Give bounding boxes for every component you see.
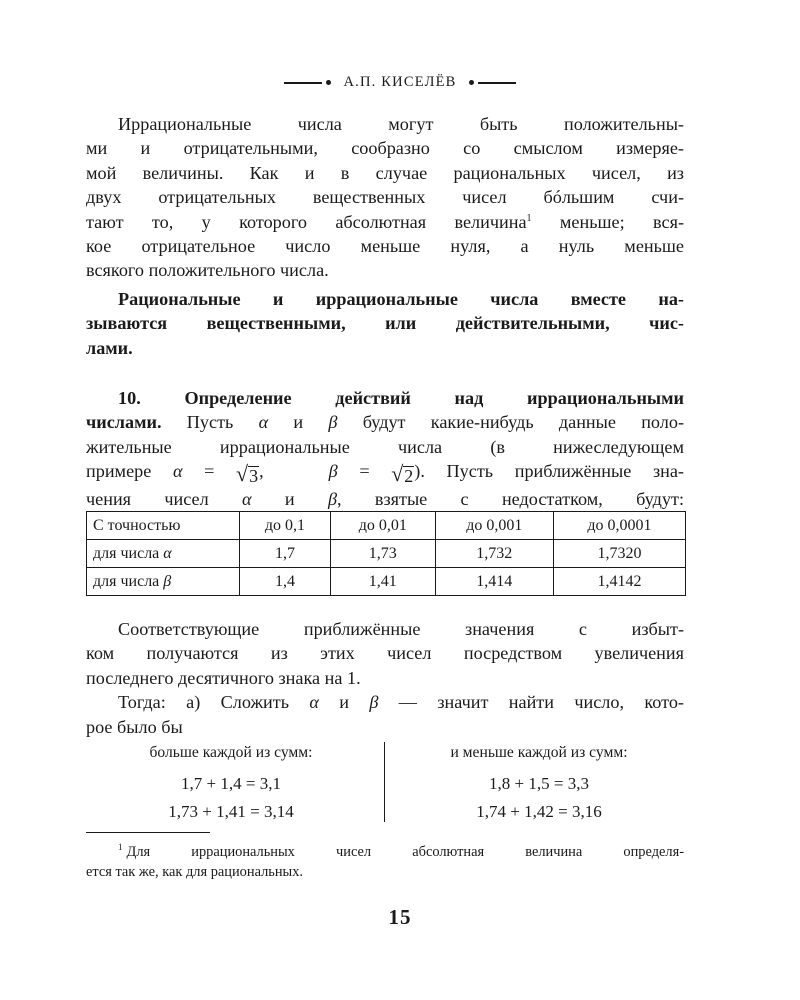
sum-equation: 1,7 + 1,4 = 3,1 — [181, 774, 281, 793]
section-heading-tail: числами. — [86, 412, 162, 433]
footnote-rule — [86, 832, 210, 833]
sum-equation: 1,73 + 1,41 = 3,14 — [168, 802, 294, 821]
alpha-symbol: α — [258, 412, 269, 433]
text-line: кое отрицательное число меньше нуля, а нуль меньше — [86, 235, 684, 256]
text-line: двух отрицательных вещественных чисел бóльшим счи- — [86, 187, 684, 208]
table-cell: 1,414 — [435, 568, 553, 596]
table-header-row — [87, 512, 686, 540]
text-line: числами. Пусть α и β будут какие-нибудь данные поло- — [86, 412, 685, 433]
table-cell: 1,4142 — [553, 568, 685, 596]
main-text — [86, 112, 684, 511]
text-line: последнего десятичного знака на 1. — [86, 667, 361, 688]
paragraph-real-numbers-definition — [86, 287, 684, 360]
text-line: тают то, у которого абсолютная величина$^1$ меньше; вся- — [86, 211, 685, 232]
footnote — [86, 842, 684, 882]
text-line: чения чисел α и β, взятые с недостатком, будут: — [86, 489, 685, 510]
running-header — [0, 74, 800, 91]
header-ornament-right — [465, 80, 516, 85]
footnote-mark: 1 — [118, 842, 123, 853]
text-line: Рациональные и иррациональные числа вместе на- — [118, 288, 684, 309]
column-divider — [384, 742, 385, 822]
sqrt-2-formula: √ 2 — [391, 461, 414, 487]
table-header-cell: до 0,001 — [435, 512, 553, 540]
footnote-line: ется так же, как для рациональных. — [86, 864, 304, 880]
text-line: жительные иррациональные числа (в нижеследующем — [86, 436, 684, 457]
table-header-cell: до 0,01 — [330, 512, 435, 540]
table-cell: 1,7320 — [553, 540, 685, 568]
table-row-label: для числа β — [87, 568, 240, 596]
table-header-cell: до 0,0001 — [553, 512, 685, 540]
table-row-beta — [87, 568, 686, 596]
table-row-label: для числа α — [87, 540, 240, 568]
text-line: ми и отрицательными, сообразно со смыслом измеряе- — [86, 138, 684, 159]
text-line: Соответствующие приближённые значения с избыт- — [118, 619, 684, 639]
table-header-cell: С точностью — [87, 512, 240, 540]
table-row-alpha — [87, 540, 686, 568]
table-header-cell: до 0,1 — [240, 512, 331, 540]
beta-symbol: β — [328, 412, 338, 433]
approximation-table — [86, 511, 686, 596]
text-line-with-formula: примере α = √ 3 , β = √ 2 ). Пусть приближённые зна- — [86, 461, 684, 487]
text-after-table — [86, 617, 684, 739]
paragraph-irrational-sign — [86, 112, 684, 283]
table-cell: 1,4 — [240, 568, 331, 596]
section-heading: 10. Определение действий над иррациональными — [118, 387, 684, 408]
table-cell: 1,73 — [330, 540, 435, 568]
sums-right-header: и меньше каждой из сумм: — [450, 744, 628, 761]
footnote-reference: 1 — [526, 212, 532, 224]
table-cell: 1,7 — [240, 540, 331, 568]
sum-equation: 1,74 + 1,42 = 3,16 — [476, 802, 602, 821]
text-line: всякого положительного числа. — [86, 260, 329, 281]
page-number: 15 — [388, 905, 412, 929]
text-line: зываются вещественными, или действительными, чис- — [86, 313, 684, 334]
header-ornament-left — [284, 80, 335, 85]
sqrt-3-formula: √ 3 — [236, 461, 259, 487]
text-line: рое было бы — [86, 716, 183, 737]
text-line: лами. — [86, 337, 133, 358]
text-line: мой величины. Как и в случае рациональных чисел, из — [86, 162, 684, 183]
sums-left-header: больше каждой из сумм: — [149, 744, 313, 761]
table-cell: 1,732 — [435, 540, 553, 568]
sums-right-column — [394, 742, 684, 826]
sums-left-column — [86, 742, 376, 826]
section-10 — [86, 386, 684, 512]
text-line: Тогда: а) Сложить α и β — значит найти число, кото- — [118, 692, 684, 713]
sum-equation: 1,8 + 1,5 = 3,3 — [489, 774, 589, 793]
table-cell: 1,41 — [330, 568, 435, 596]
sums-comparison — [86, 742, 684, 826]
footnote-line: $^1$ Для иррациональных чисел абсолютная величина определя- — [118, 842, 684, 860]
text-line: Иррациональные числа могут быть положительны- — [118, 114, 684, 134]
author-name: А.П. КИСЕЛЁВ — [343, 74, 457, 90]
text-line: ком получаются из этих чисел посредством увеличения — [86, 643, 684, 664]
